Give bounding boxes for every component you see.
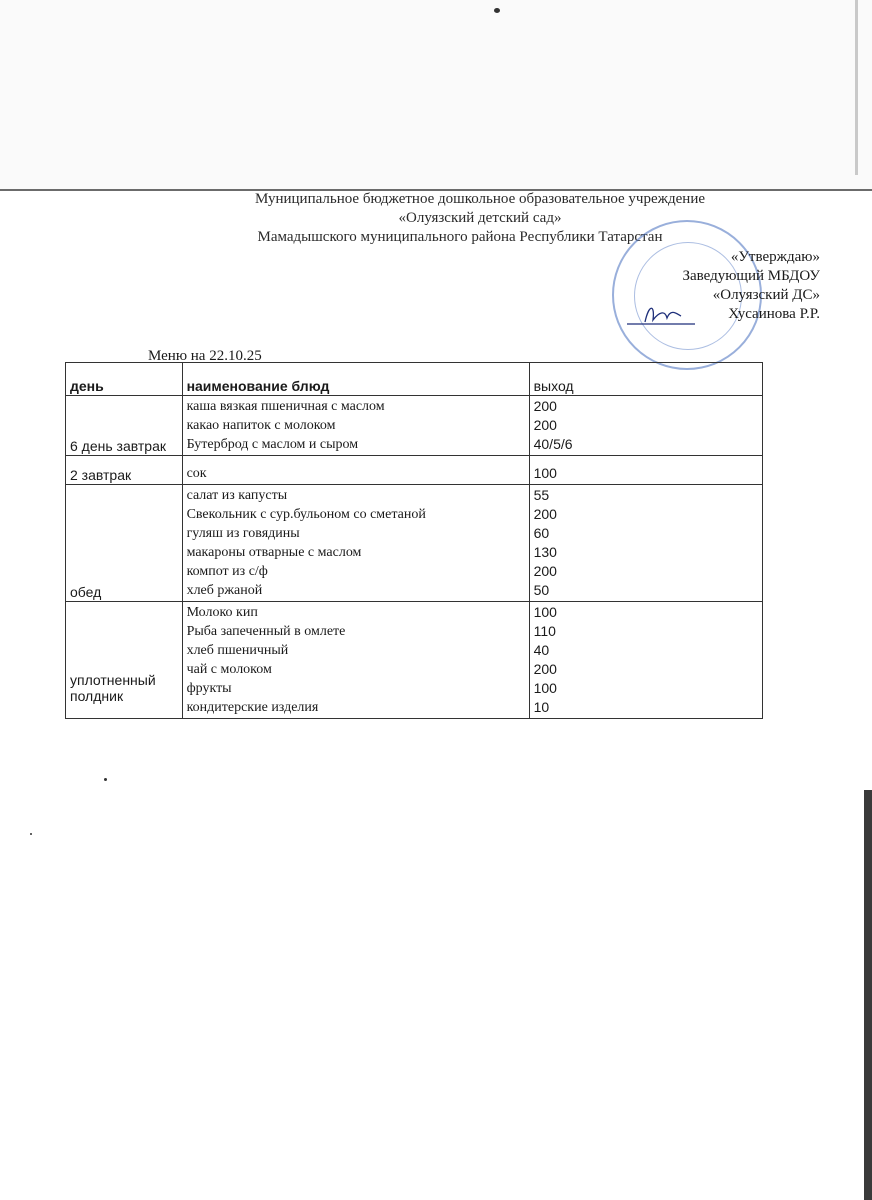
dish-name: каша вязкая пшеничная с маслом xyxy=(186,399,385,414)
row-dishes xyxy=(182,602,529,719)
menu-table xyxy=(65,362,763,719)
dish-output: 200 xyxy=(533,563,557,579)
dish-output: 130 xyxy=(533,544,557,560)
table-row xyxy=(66,456,763,485)
dish-output: 100 xyxy=(533,680,557,696)
dish-name: гуляш из говядины xyxy=(186,526,300,541)
dish-name: кондитерские изделия xyxy=(186,700,319,715)
approval-line-3: «Олуязский ДС» xyxy=(712,287,820,303)
row-outputs xyxy=(529,485,762,602)
dish-output: 200 xyxy=(533,506,557,522)
scan-edge-right-top xyxy=(855,0,858,175)
header-dish-name: наименование блюд xyxy=(182,363,529,396)
row-dishes xyxy=(182,396,529,456)
dish-name: компот из с/ф xyxy=(186,564,268,579)
header-line-1: Муниципальное бюджетное дошкольное образовательное учреждение xyxy=(255,191,705,207)
header-line-3: Мамадышского муниципального района Республики Татарстан xyxy=(257,229,663,245)
header-day: день xyxy=(66,363,183,396)
dish-name: хлеб пшеничный xyxy=(186,643,289,658)
row-dishes xyxy=(182,485,529,602)
dish-name: Рыба запеченный в омлете xyxy=(186,624,346,639)
scan-speck xyxy=(104,778,107,781)
row-outputs xyxy=(529,602,762,719)
row-day: обед xyxy=(66,485,183,602)
row-day: 6 день завтрак xyxy=(66,396,183,456)
header-line-2: «Олуязский детский сад» xyxy=(398,210,562,226)
dish-output: 200 xyxy=(533,661,557,677)
table-row xyxy=(66,485,763,602)
row-outputs xyxy=(529,456,762,485)
dish-output: 40 xyxy=(533,642,550,658)
dish-output: 40/5/6 xyxy=(533,436,573,452)
dish-name: Свекольник с сур.бульоном со сметаной xyxy=(186,507,426,522)
dish-output: 60 xyxy=(533,525,550,541)
dish-output: 110 xyxy=(533,623,556,639)
dish-name: салат из капусты xyxy=(186,488,288,503)
row-day: уплотненный полдник xyxy=(66,602,183,719)
table-header-row xyxy=(66,363,763,396)
approval-line-4: Хусаинова Р.Р. xyxy=(728,306,820,322)
dish-output: 200 xyxy=(533,417,557,433)
dish-output: 55 xyxy=(533,487,550,503)
dish-name: хлеб ржаной xyxy=(186,583,263,598)
scan-speck xyxy=(30,833,32,835)
row-day: 2 завтрак xyxy=(66,456,183,485)
header-output: выход xyxy=(529,363,762,396)
dish-name: Бутерброд с маслом и сыром xyxy=(186,437,359,452)
dish-output: 200 xyxy=(533,398,557,414)
dish-name: какао напиток с молоком xyxy=(186,418,336,433)
row-dishes xyxy=(182,456,529,485)
menu-title: Меню на 22.10.25 xyxy=(148,348,262,364)
dish-name: фрукты xyxy=(186,681,232,696)
approval-line-2: Заведующий МБДОУ xyxy=(682,268,820,284)
dish-output: 50 xyxy=(533,582,550,598)
table-row xyxy=(66,602,763,719)
dish-name: Молоко кип xyxy=(186,605,258,620)
dish-name: макароны отварные с маслом xyxy=(186,545,362,560)
dish-name: сок xyxy=(186,466,207,481)
dish-output: 100 xyxy=(533,465,557,481)
scan-top-area xyxy=(0,0,872,190)
dish-name: чай с молоком xyxy=(186,662,272,677)
approval-line-1: «Утверждаю» xyxy=(730,249,820,265)
scan-edge-right-bottom xyxy=(864,790,872,1200)
scan-speck xyxy=(494,8,500,13)
row-outputs xyxy=(529,396,762,456)
dish-output: 100 xyxy=(533,604,557,620)
signature-icon xyxy=(625,300,705,330)
dish-output: 10 xyxy=(533,699,550,715)
table-row xyxy=(66,396,763,456)
